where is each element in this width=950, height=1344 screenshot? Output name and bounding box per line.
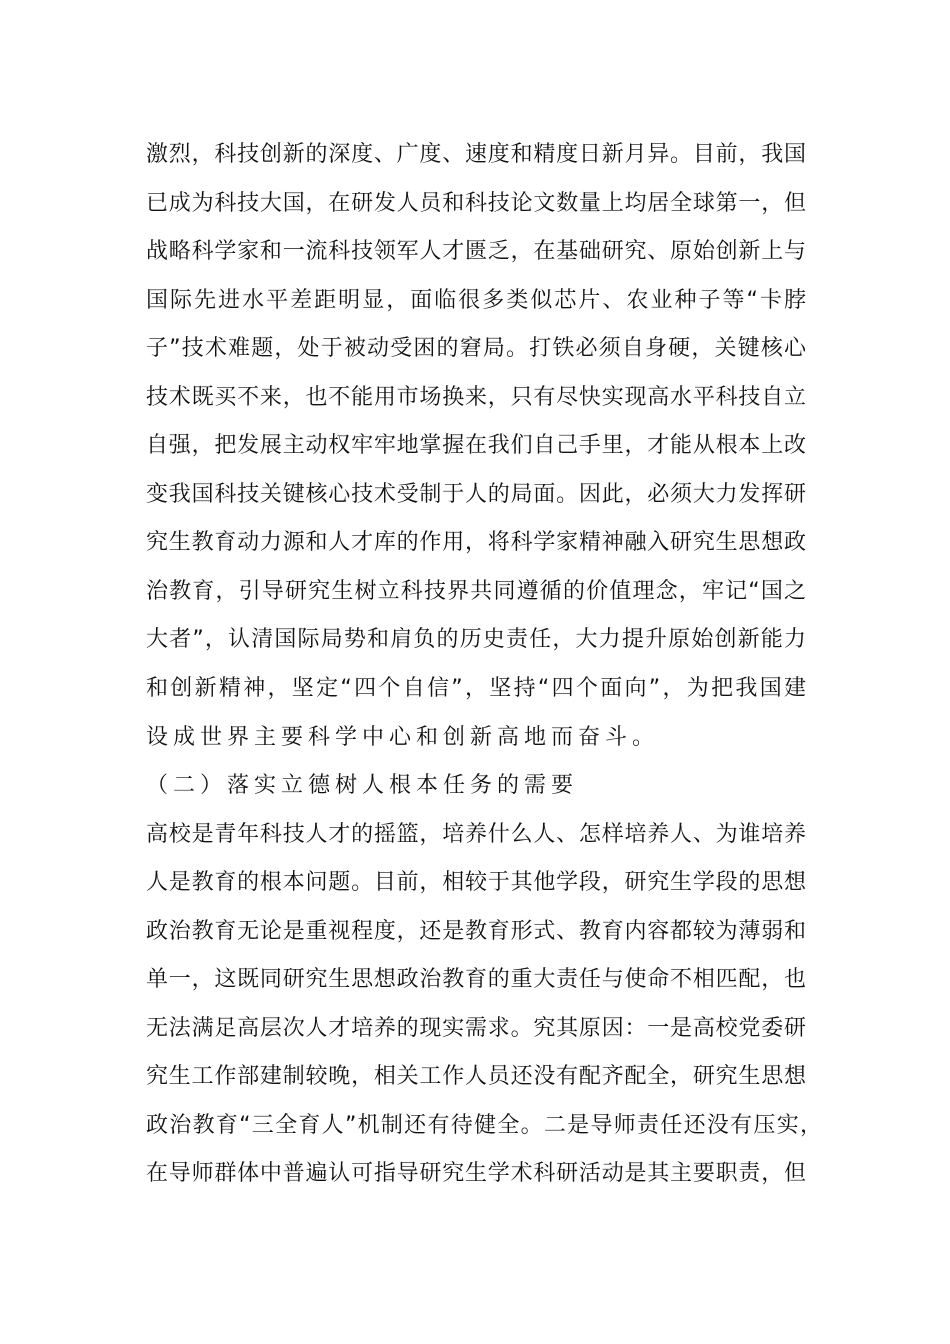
text-line: 战略科学家和一流科技领军人才匮乏，在基础研究、原始创新上与: [146, 239, 806, 265]
text-line: 究生工作部建制较晚，相关工作人员还没有配齐配全，研究生思想: [146, 1064, 806, 1090]
text-line: 设成世界主要科学中心和创新高地而奋斗。: [146, 724, 660, 750]
document-body: [146, 131, 822, 1199]
text-line: 无法满足高层次人才培养的现实需求。究其原因：一是高校党委研: [146, 1015, 806, 1041]
text-line: 激烈，科技创新的深度、广度、速度和精度日新月异。目前，我国: [146, 142, 806, 167]
text-line: 和创新精神，坚定“四个自信”，坚持“四个面向”，为把我国建: [146, 676, 806, 702]
text-line: 人是教育的根本问题。目前，相较于其他学段，研究生学段的思想: [146, 870, 806, 896]
paragraph-1: [146, 131, 806, 762]
paragraph-2: [146, 811, 822, 1199]
text-line: 自强，把发展主动权牢牢地掌握在我们自己手里，才能从根本上改: [146, 433, 806, 459]
text-line: 政治教育“三全育人”机制还有待健全。二是导师责任还没有压实，: [146, 1112, 822, 1138]
text-line: 大者”，认清国际局势和肩负的历史责任，大力提升原始创新能力: [146, 627, 806, 653]
text-line: 单一，这既同研究生思想政治教育的重大责任与使命不相匹配，也: [146, 967, 806, 993]
text-line: 究生教育动力源和人才库的作用，将科学家精神融入研究生思想政: [146, 530, 806, 556]
text-line: 国际先进水平差距明显，面临很多类似芯片、农业种子等“卡脖: [146, 287, 806, 313]
text-line: 技术既买不来，也不能用市场换来，只有尽快实现高水平科技自立: [146, 384, 806, 410]
text-line: 在导师群体中普遍认可指导研究生学术科研活动是其主要职责，但: [146, 1161, 806, 1187]
text-line: 变我国科技关键核心技术受制于人的局面。因此，必须大力发挥研: [146, 481, 806, 507]
text-line: 已成为科技大国，在研发人员和科技论文数量上均居全球第一，但: [146, 190, 806, 216]
section-heading: （二）落实立德树人根本任务的需要: [146, 773, 579, 799]
text-line: 治教育，引导研究生树立科技界共同遵循的价值理念，牢记“国之: [146, 578, 806, 604]
text-line: 子”技术难题，处于被动受困的窘局。打铁必须自身硬，关键核心: [146, 336, 806, 362]
text-line: 政治教育无论是重视程度，还是教育形式、教育内容都较为薄弱和: [146, 918, 806, 944]
text-line: 高校是青年科技人才的摇篮，培养什么人、怎样培养人、为谁培养: [146, 821, 806, 847]
